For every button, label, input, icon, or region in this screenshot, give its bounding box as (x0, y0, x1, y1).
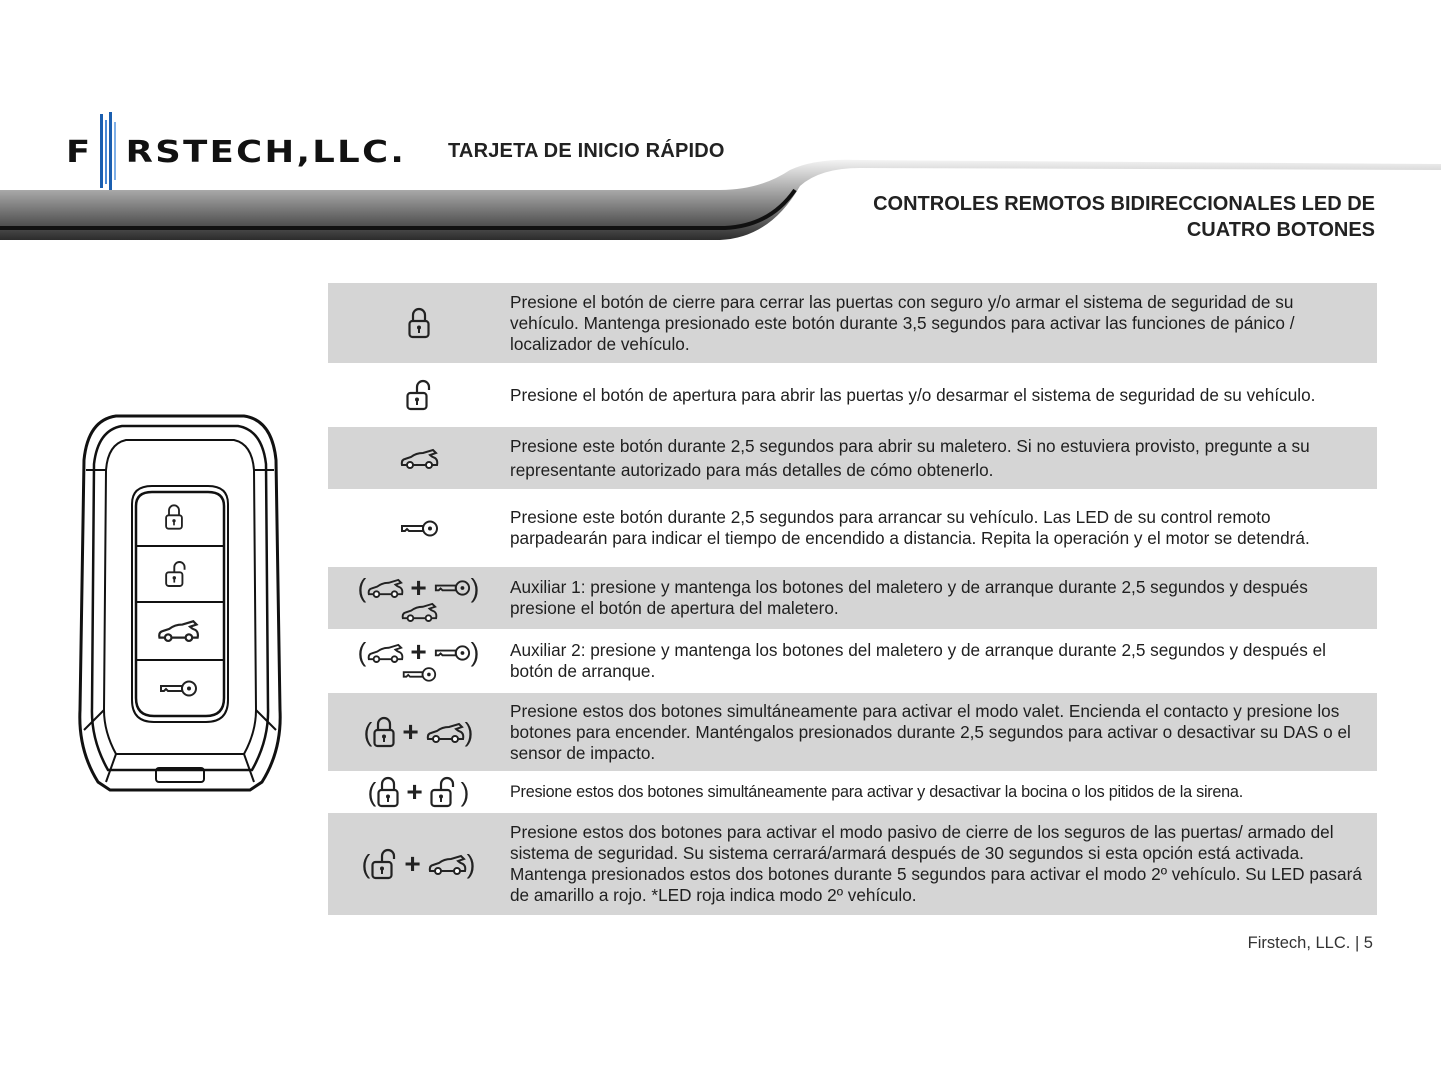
table-row: Presione el botón de cierre para cerrar las puertas con seguro y/o armar el sistema de seguridad de su vehículo. Mantenga presionado este botón durante 3,5 segundos para activar las funciones de pánico / localizador de vehículo. (328, 283, 1377, 363)
trunk-icon (427, 853, 467, 875)
unlock-icon (429, 775, 457, 809)
remote-fob-illustration (76, 410, 284, 795)
table-row: ( + ) Presione estos dos botones simultáneamente para activar y desactivar la bocina o los pitidos de la sirena. (367, 776, 1243, 807)
lock-icon (376, 775, 400, 809)
table-row: ( + ) Presione estos dos botones simultáneamente para activar el modo valet. Encienda el contacto y presione los botones para encender. Manténgalos presionados durante 2,5 segundos para activar o desactivar su DAS o el sensor de impacto. (328, 693, 1377, 771)
key-start-icon (399, 518, 439, 538)
subtitle-line-1: CONTROLES REMOTOS BIDIRECCIONALES LED DE (873, 193, 1375, 215)
subtitle-line-2: CUATRO BOTONES (1186, 219, 1375, 241)
trunk-icon (400, 601, 438, 622)
table-row: ( + ) Presione estos dos botones para activar el modo pasivo de cierre de los seguros de las puertas/ armado del sistema de seguridad. Su sistema cerrará/armará después de 30 segundos si esta opción está activada. Mantenga presionados estos dos botones durante 5 segundos para activar el modo 2º vehículo. Su LED pasará de amarillo a rojo. *LED roja indica modo 2º vehículo. (328, 813, 1377, 915)
table-row: ( + ) Auxiliar 1: presione y mantenga los botones del maletero y de arranque durante 2,5 segundos y después presione el botón de apertura del maletero. (328, 567, 1377, 629)
page-footer: Firstech, LLC. | 5 (1247, 934, 1373, 952)
table-row: Presione este botón durante 2,5 segundos para arrancar su vehículo. Las LED de su control remoto parpadearán para indicar el tiempo de encendido a distancia. Repita la operación y el motor se detendrá. (328, 491, 1377, 565)
key-start-icon (433, 643, 471, 662)
key-start-icon (433, 578, 471, 597)
page-subtitle (755, 191, 1375, 243)
table-row: Presione el botón de apertura para abrir las puertas y/o desarmar el sistema de seguridad de su vehículo. (328, 365, 1377, 425)
trunk-icon (425, 721, 465, 743)
key-start-icon (401, 665, 437, 683)
table-row: ( + ) Auxiliar 2: presione y mantenga los botones del maletero y de arranque durante 2,5 segundos y después el botón de arranque. (357, 636, 1326, 681)
table-row: Presione este botón durante 2,5 segundos para abrir su maletero. Si no estuviera provisto, pregunte a su representante autorizado para más detalles de cómo obtenerlo. (328, 427, 1377, 489)
unlock-icon (405, 378, 433, 412)
lock-icon (407, 306, 431, 340)
trunk-icon (366, 642, 404, 663)
trunk-icon (399, 447, 439, 469)
logo-wordmark: F RSTECH,LLC. (66, 134, 407, 170)
unlock-icon (370, 847, 398, 881)
trunk-icon (366, 577, 404, 598)
document-title: TARJETA DE INICIO RÁPIDO (448, 140, 725, 162)
lock-icon (372, 715, 396, 749)
